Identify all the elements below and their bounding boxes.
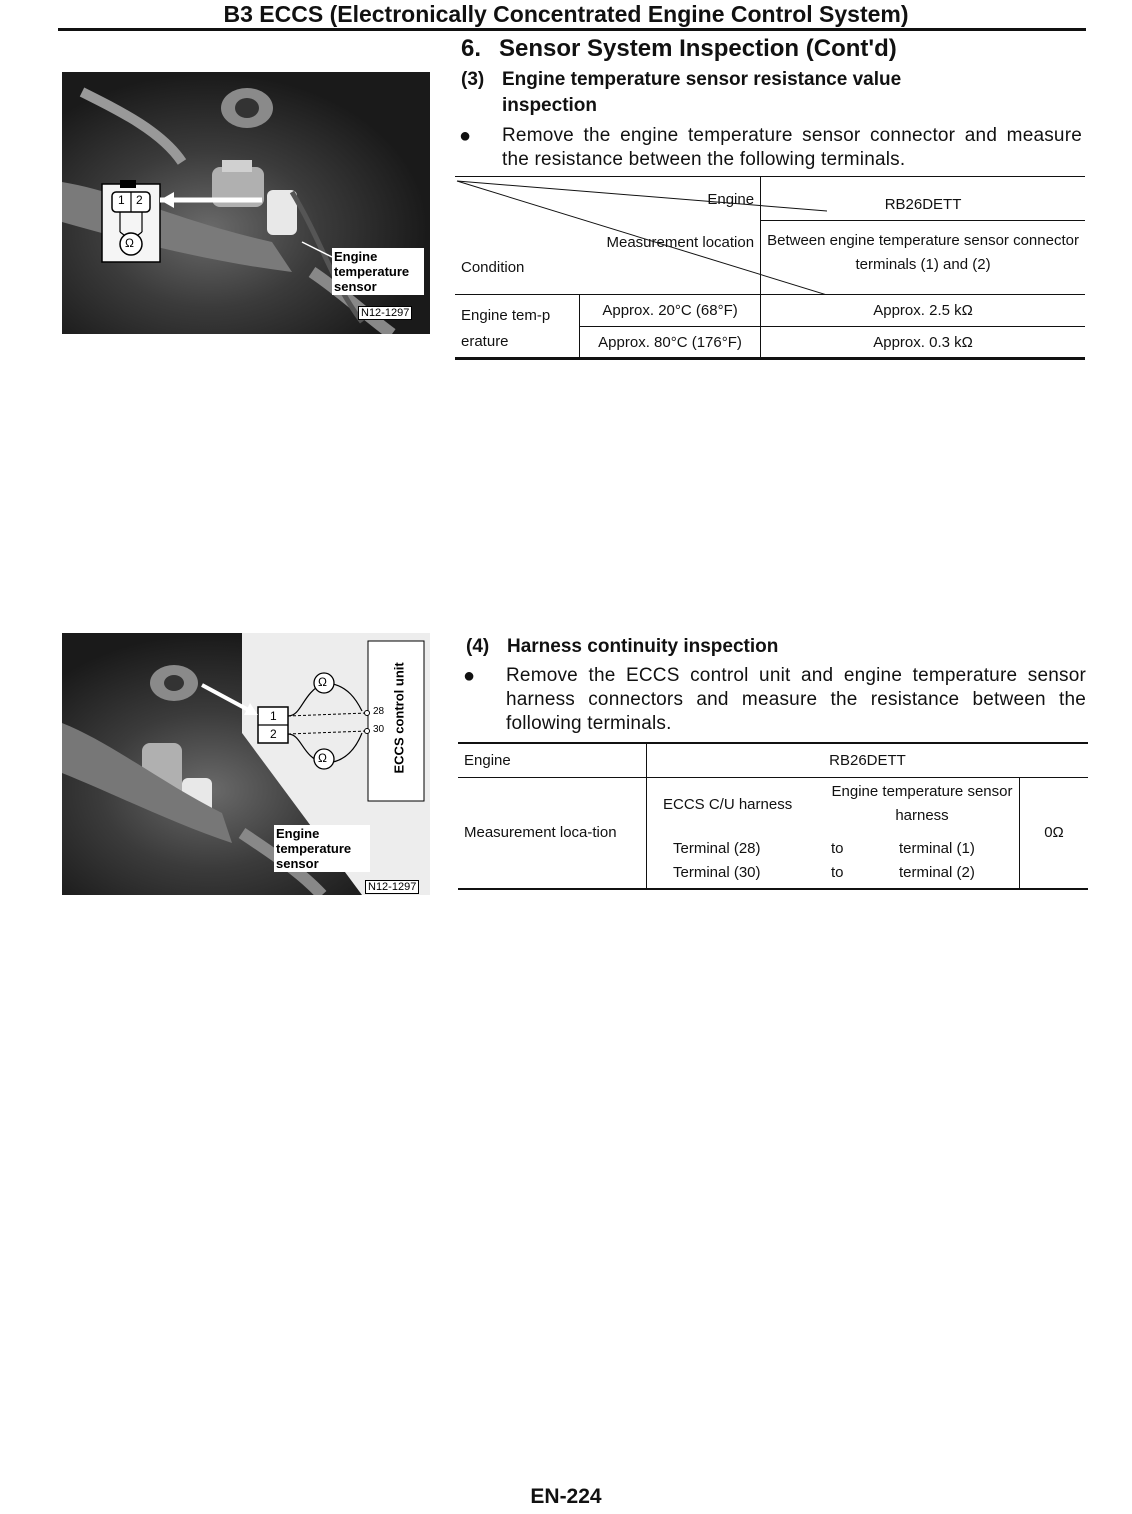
header-measurement: Measurement location [606, 234, 755, 251]
photo-illustration [62, 633, 430, 895]
page-title: B3 ECCS (Electronically Concentrated Engine Control System) [223, 1, 909, 27]
eccs-unit-label: ECCS control unit [391, 662, 407, 774]
row-label-text: Engine tem-perature [461, 307, 551, 350]
part3-number: (3) [461, 69, 485, 90]
ohmmeter-icon-upper: Ω [318, 675, 327, 689]
callout-line-3: sensor [276, 856, 319, 871]
sensor-photo [62, 72, 430, 334]
figure-code: N12-1297 [358, 306, 412, 320]
engine-model-cell: RB26DETT [647, 743, 1089, 777]
terminal-30-label: 30 [373, 724, 385, 735]
ohmmeter-icon: Ω [125, 236, 134, 250]
callout-line-3: sensor [334, 279, 377, 294]
connector-pin-2: 2 [136, 193, 143, 207]
callout-line-2: temperature [276, 841, 352, 856]
title-rule [58, 28, 1086, 31]
location-text: Between engine temperature sensor connector terminals (1) and (2) [767, 232, 1079, 273]
continuity-table [458, 742, 1088, 890]
engine-model: RB26DETT [761, 186, 1085, 221]
row2-from: Terminal (30) [673, 863, 761, 881]
ohmmeter-icon-lower: Ω [318, 751, 327, 765]
harness-photo [62, 633, 430, 895]
resistance-table [455, 176, 1085, 360]
part4-heading-text: Harness continuity inspection [507, 636, 779, 657]
condition-cell-1: Approx. 20°C (68°F) [580, 295, 761, 327]
row2-to-word: to [831, 863, 844, 881]
connector-pin-1: 1 [270, 709, 277, 723]
location-label-text: Measurement loca-tion [464, 823, 617, 841]
header-condition: Condition [461, 259, 525, 276]
condition-cell-2: Approx. 80°C (176°F) [580, 327, 761, 359]
value-cell-1: Approx. 2.5 kΩ [761, 295, 1085, 327]
row1-from: Terminal (28) [673, 839, 761, 857]
part4-instructions: Remove the ECCS control unit and engine temperature sensor harness connectors and measure the resistance between the following terminals. [506, 665, 1086, 734]
col-ecu-header: ECCS C/U harness [663, 795, 793, 813]
page-number: EN-224 [530, 1485, 602, 1508]
part3-heading-line1: Engine temperature sensor resistance value [502, 69, 902, 90]
bullet-icon: ● [459, 125, 472, 147]
section-number: 6. [461, 35, 482, 62]
part3-heading-line2: inspection [502, 95, 598, 116]
callout-line-1: Engine [334, 249, 378, 264]
part4-number: (4) [466, 636, 490, 657]
bullet-icon: ● [463, 665, 476, 687]
header-engine: Engine [707, 191, 755, 208]
sensor-callout [274, 825, 370, 872]
callout-line-2: temperature [334, 264, 410, 279]
result-cell: 0Ω [1020, 777, 1089, 889]
connector-pin-2: 2 [270, 727, 277, 741]
part3-instructions: Remove the engine temperature sensor connector and measure the resistance between the following terminals. [502, 125, 1082, 170]
row-label [455, 295, 580, 359]
engine-label-cell: Engine [458, 743, 647, 777]
connector-pin-1: 1 [118, 193, 125, 207]
row1-to-word: to [831, 839, 844, 857]
location-label-cell [458, 777, 647, 889]
callout-line-1: Engine [276, 826, 320, 841]
part4-heading [466, 634, 1086, 660]
part3-heading [461, 67, 1081, 119]
figure-code: N12-1297 [365, 880, 419, 894]
value-cell-2: Approx. 0.3 kΩ [761, 327, 1085, 359]
row1-to: terminal (1) [899, 839, 975, 857]
sensor-callout [332, 248, 424, 295]
terminals-cell [647, 777, 1020, 889]
section-title-text: Sensor System Inspection (Cont'd) [499, 35, 897, 62]
terminal-28-label: 28 [373, 706, 385, 717]
section-title [461, 34, 897, 64]
table-corner [455, 177, 761, 295]
col-sensor-header: Engine temperature sensor harness [831, 782, 1013, 824]
row2-to: terminal (2) [899, 863, 975, 881]
